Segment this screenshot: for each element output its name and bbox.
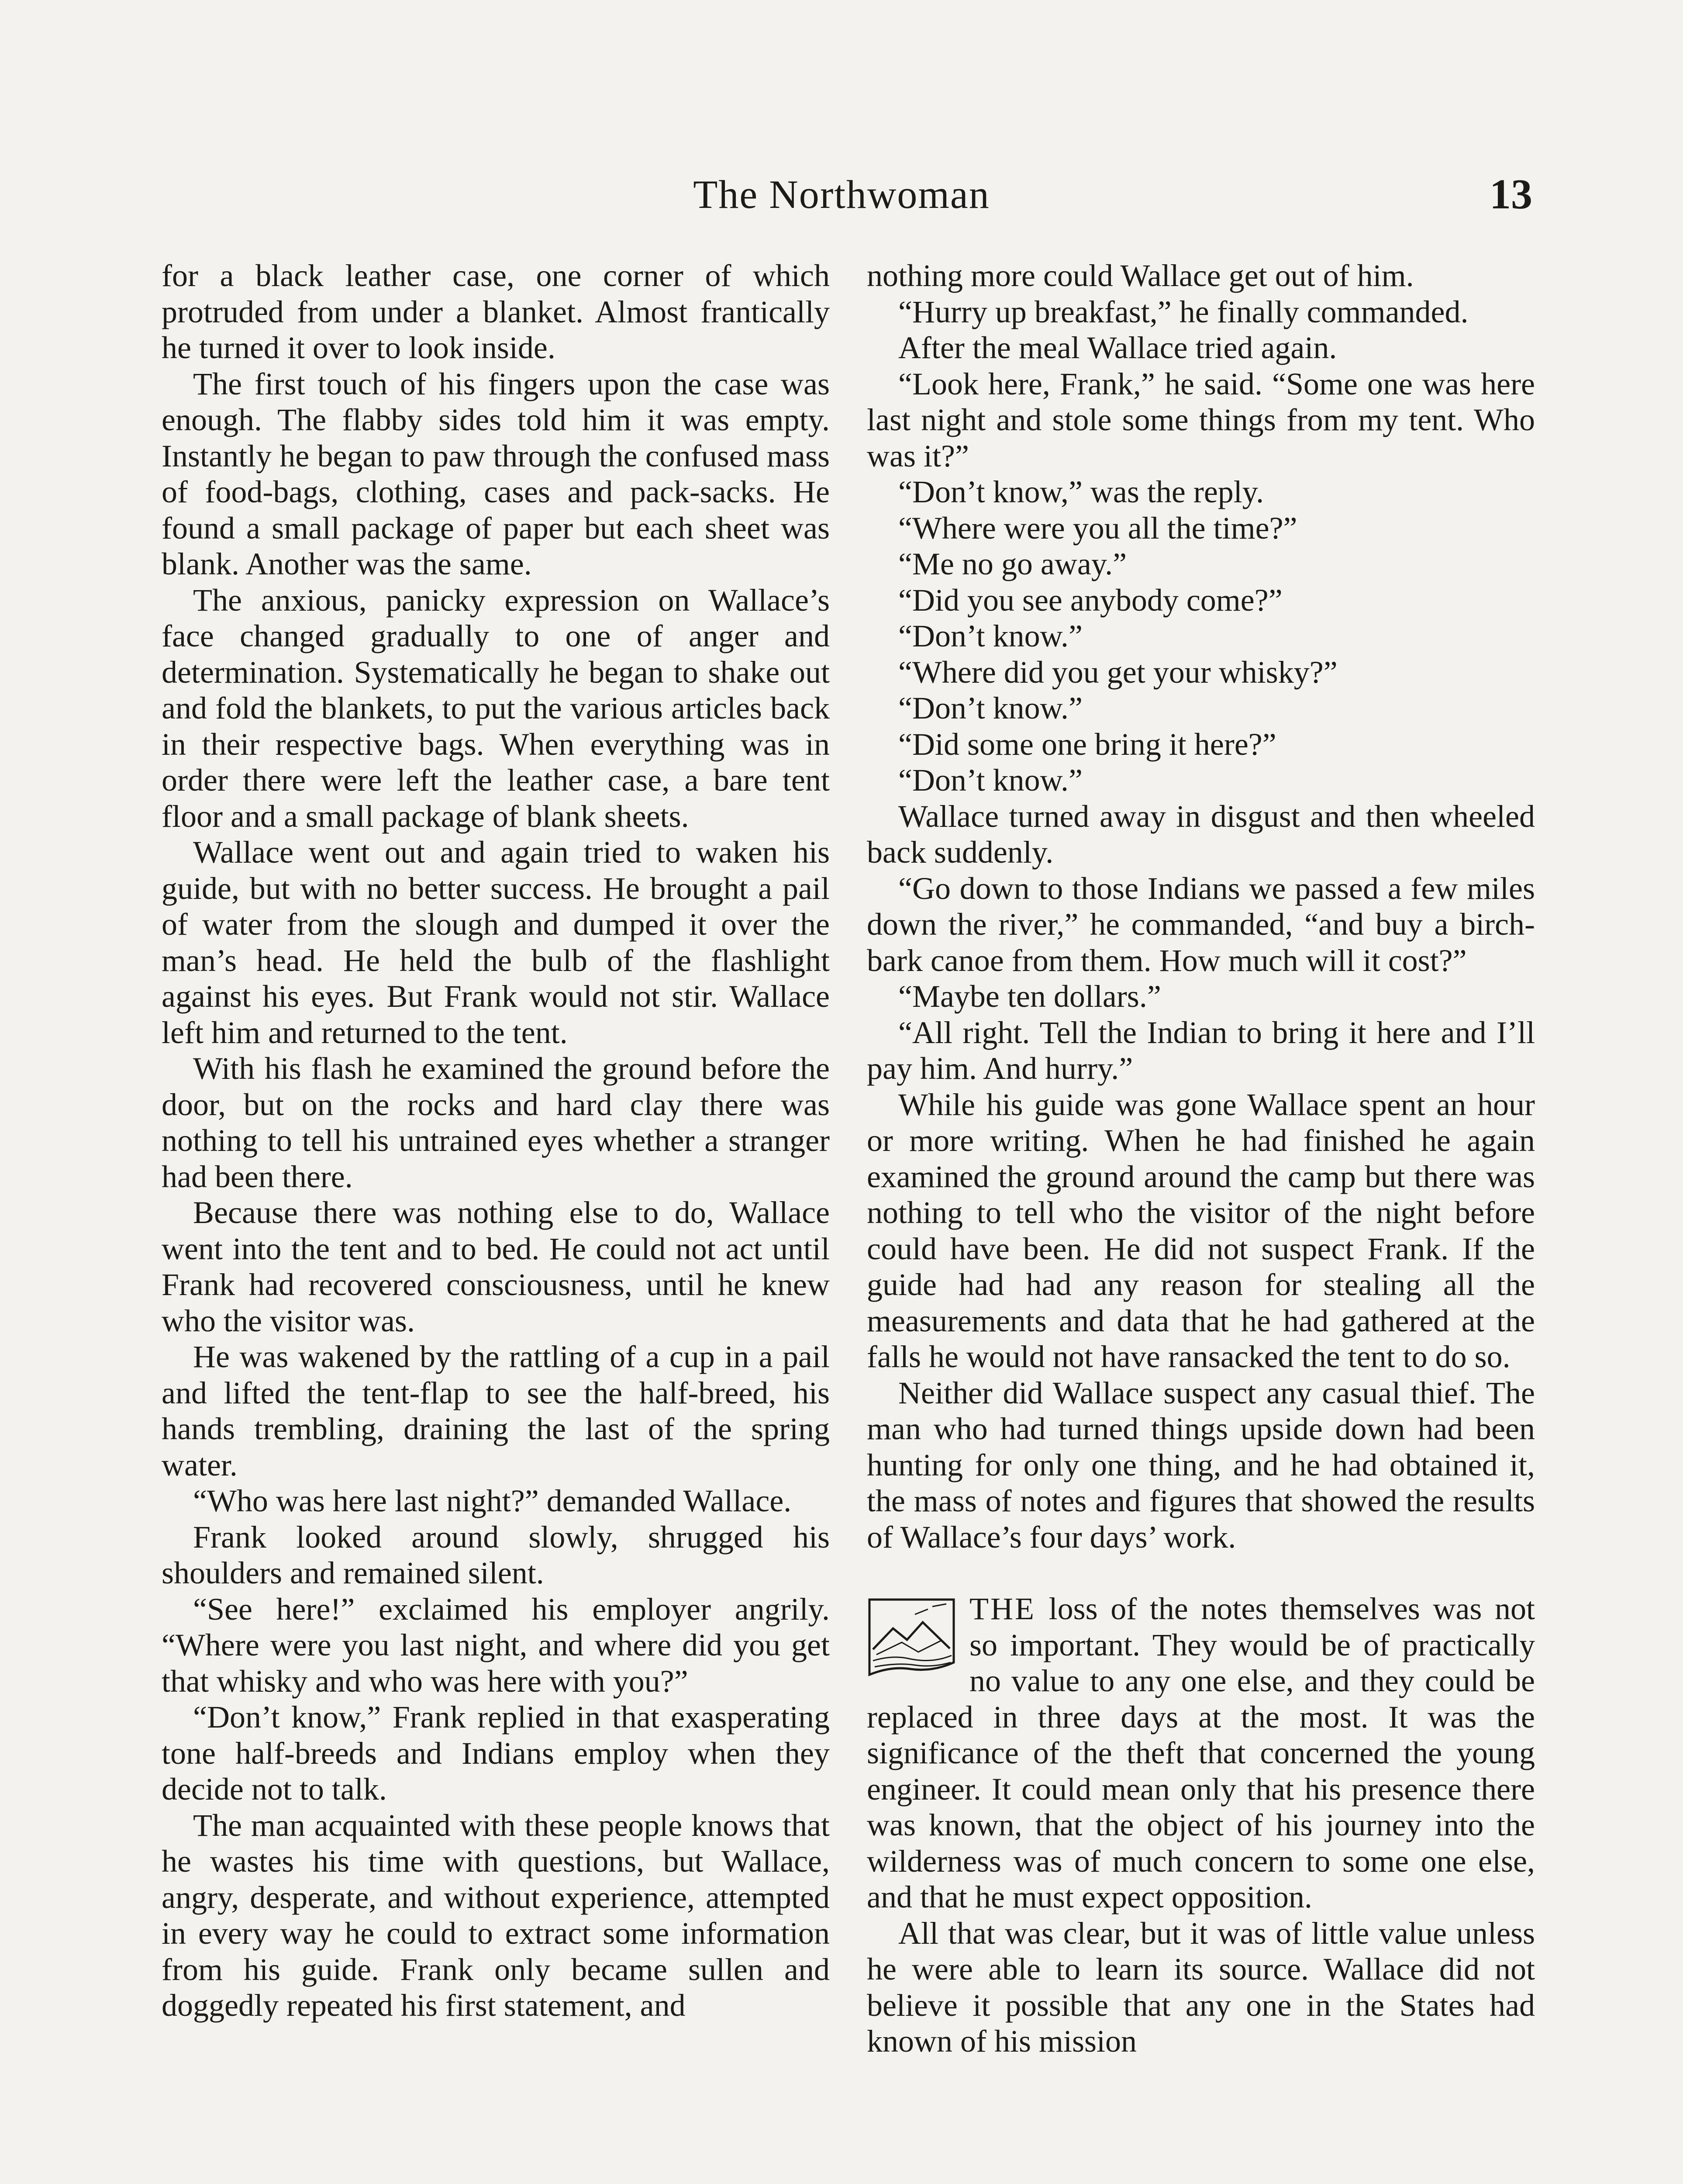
paragraph: With his flash he examined the ground before the door, but on the rocks and hard clay there was nothing to tell his untrained eyes whether a stranger had been there.	[162, 1051, 830, 1194]
paragraph: “Me no go away.”	[898, 546, 1127, 581]
paragraph: Because there was nothing else to do, Wallace went into the tent and to bed. He could not act until Frank had recovered consciousness, until he knew who the visitor was.	[162, 1195, 830, 1338]
paragraph: “Don’t know,” was the reply.	[898, 474, 1264, 509]
paragraph: “Where did you get your whisky?”	[898, 654, 1338, 690]
landscape-vignette-icon	[867, 1597, 956, 1678]
paragraph: “Don’t know.”	[898, 763, 1083, 798]
paragraph: “Look here, Frank,” he said. “Some one was here last night and stole some things from my tent. Who was it?”	[867, 366, 1535, 473]
paragraph: Neither did Wallace suspect any casual thief. The man who had turned things upside down had been hunting for only one thing, and he had obtained it, the mass of notes and figures that showed the results of Wallace’s four days’ work.	[867, 1375, 1535, 1555]
paragraph: Frank looked around slowly, shrugged his shoulders and remained silent.	[162, 1519, 830, 1590]
right-column-paragraphs	[867, 258, 1535, 1555]
paragraph: “Did some one bring it here?”	[898, 726, 1276, 762]
paragraph: “Maybe ten dollars.”	[898, 979, 1161, 1014]
paragraph: for a black leather case, one corner of which protruded from under a blanket. Almost frantically he turned it over to look inside.	[162, 258, 830, 365]
paragraph: “Don’t know.”	[898, 619, 1083, 653]
paragraph: While his guide was gone Wallace spent an hour or more writing. When he had finished he again examined the ground around the camp but there was nothing to tell who the visitor of the night before could have been. He did not suspect Frank. If the guide had had any reason for stealing all the measurements and data that he had gathered at the falls he would not have ransacked the tent to do so.	[867, 1087, 1535, 1374]
paragraph: The anxious, panicky expression on Wallace’s face changed gradually to one of anger and determination. Systematically he began to shake out and fold the blankets, to put the various articles back in their respective bags. When everything was in order there were left the leather case, a bare tent floor and a small package of blank sheets.	[162, 582, 830, 834]
paragraph: “All right. Tell the Indian to bring it here and I’ll pay him. And hurry.”	[867, 1015, 1535, 1086]
paragraph: “Go down to those Indians we passed a few miles down the river,” he commanded, “and buy a birch-bark canoe from them. How much will it cost?”	[867, 871, 1535, 978]
paragraph: “See here!” exclaimed his employer angrily. “Where were you last night, and where did you get that whisky and who was here with you?”	[162, 1591, 830, 1699]
paragraph: “Did you see anybody come?”	[898, 582, 1283, 618]
section-break	[867, 1591, 1535, 2060]
paragraph: “Hurry up breakfast,” he finally commanded.	[898, 294, 1469, 329]
running-title: The Northwoman	[693, 172, 990, 217]
paragraph: All that was clear, but it was of little value unless he were able to learn its source. Wallace did not believe it possible that any one in the States had known of his mission	[867, 1915, 1535, 2059]
paragraph: Wallace went out and again tried to waken his guide, but with no better success. He brought a pail of water from the slough and dumped it over the man’s head. He held the bulb of the flashlight against his eyes. But Frank would not stir. Wallace left him and returned to the tent.	[162, 835, 830, 1050]
paragraph: The man acquainted with these people knows that he wastes his time with questions, but Wallace, angry, desperate, and without experience, attempted in every way he could to extract some information from his guide. Frank only became sullen and doggedly repeated his first statement, and	[162, 1807, 830, 2023]
section-first-paragraph	[867, 1591, 1535, 1915]
page-number: 13	[1490, 171, 1532, 218]
section-first-paragraph-text: loss of the notes themselves was not so important. They would be of practically no value to any one else, and they could be replaced in three days at the most. It was the significance of the theft that concerned the young engineer. It could mean only that his presence there was known, that the object of his journey into the wilderness was of much concern to some one else, and that he must expect opposition.	[867, 1591, 1535, 1914]
paragraph: He was wakened by the rattling of a cup in a pail and lifted the tent-flap to see the half-breed, his hands trembling, draining the last of the spring water.	[162, 1339, 830, 1482]
paragraph: “Where were you all the time?”	[898, 510, 1297, 546]
paragraph: The first touch of his fingers upon the case was enough. The flabby sides told him it was empty. Instantly he began to paw through the confused mass of food-bags, clothing, cases and pack-sacks. He found a small package of paper but each sheet was blank. Another was the same.	[162, 366, 830, 581]
paragraph: After the meal Wallace tried again.	[898, 330, 1337, 365]
section-paragraphs	[867, 1915, 1535, 2060]
paragraph: “Don’t know,” Frank replied in that exasperating tone half-breeds and Indians employ when they decide not to talk.	[162, 1700, 830, 1807]
section-opening-word: THE	[969, 1591, 1036, 1626]
right-text-column	[867, 258, 1535, 2060]
paragraph: Wallace turned away in disgust and then wheeled back suddenly.	[867, 798, 1535, 870]
left-text-column	[162, 258, 830, 2024]
paragraph: nothing more could Wallace get out of him.	[867, 258, 1414, 293]
paragraph: “Who was here last night?” demanded Wallace.	[193, 1483, 792, 1518]
page-header	[0, 168, 1683, 229]
paragraph: “Don’t know.”	[898, 691, 1083, 726]
